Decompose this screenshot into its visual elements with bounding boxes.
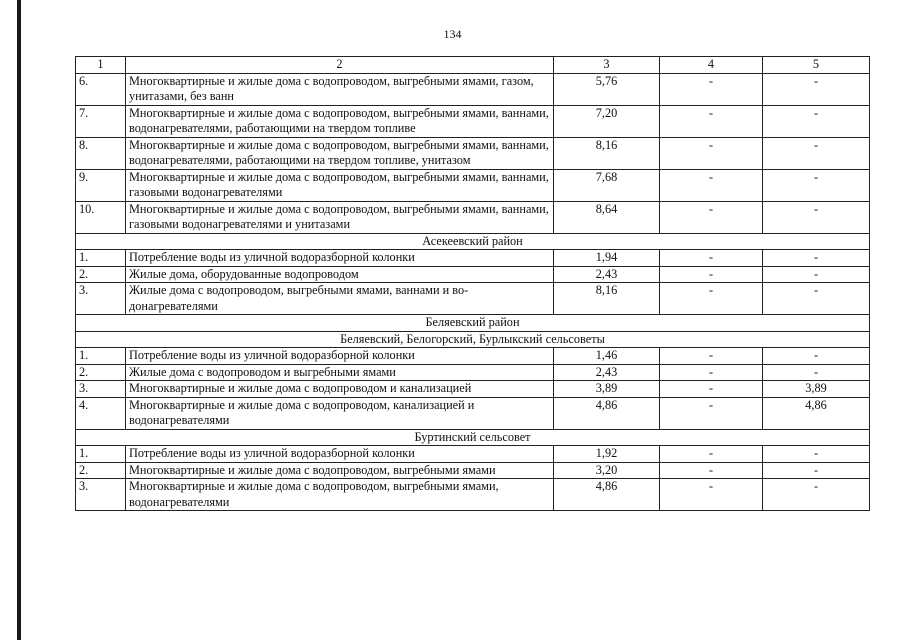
table-row [76, 462, 870, 479]
row-value-col5: - [763, 266, 870, 283]
row-description: Многоквартирные и жилые дома с водопроводом, канализацией и водонагревателями [126, 397, 554, 429]
row-value-col3: 7,68 [554, 169, 660, 201]
row-value-col5: - [763, 201, 870, 233]
row-description: Жилые дома с водопроводом, выгребными ямами, ваннами и во-донагревателями [126, 283, 554, 315]
row-value-col3: 4,86 [554, 479, 660, 511]
row-value-col5: - [763, 283, 870, 315]
row-value-col5: - [763, 250, 870, 267]
tariff-table [75, 56, 870, 511]
table-row [76, 105, 870, 137]
table-row [76, 446, 870, 463]
row-value-col5: - [763, 137, 870, 169]
table-row [76, 364, 870, 381]
row-value-col3: 1,46 [554, 348, 660, 365]
row-value-col4: - [660, 364, 763, 381]
row-value-col5: - [763, 105, 870, 137]
column-header-2: 2 [126, 57, 554, 74]
row-value-col4: - [660, 348, 763, 365]
row-value-col5: - [763, 73, 870, 105]
page-edge-bar [17, 0, 21, 640]
row-value-col4: - [660, 266, 763, 283]
row-value-col4: - [660, 283, 763, 315]
row-value-col4: - [660, 105, 763, 137]
row-value-col3: 8,64 [554, 201, 660, 233]
row-number: 1. [76, 446, 126, 463]
table-row [76, 169, 870, 201]
row-value-col5: - [763, 462, 870, 479]
row-value-col3: 1,92 [554, 446, 660, 463]
column-header-3: 3 [554, 57, 660, 74]
row-value-col4: - [660, 201, 763, 233]
row-description: Многоквартирные и жилые дома с водопроводом, выгребными ямами, водонагревателями [126, 479, 554, 511]
table-row [76, 137, 870, 169]
row-value-col5: - [763, 364, 870, 381]
table-row [76, 73, 870, 105]
row-number: 10. [76, 201, 126, 233]
row-number: 2. [76, 462, 126, 479]
row-number: 3. [76, 479, 126, 511]
section-heading-row [76, 429, 870, 446]
row-value-col4: - [660, 381, 763, 398]
row-value-col4: - [660, 397, 763, 429]
row-value-col5: - [763, 169, 870, 201]
row-value-col3: 3,20 [554, 462, 660, 479]
row-description: Многоквартирные и жилые дома с водопроводом, выгребными ямами, ваннами, водонагревателями, работающими на твердом топливе [126, 105, 554, 137]
row-value-col3: 2,43 [554, 266, 660, 283]
row-number: 6. [76, 73, 126, 105]
section-heading-row [76, 315, 870, 332]
section-heading: Асекеевский район [76, 233, 870, 250]
section-heading: Беляевский, Белогорский, Бурлыкский сельсоветы [76, 331, 870, 348]
row-value-col3: 8,16 [554, 283, 660, 315]
row-number: 2. [76, 364, 126, 381]
section-heading: Беляевский район [76, 315, 870, 332]
table-row [76, 397, 870, 429]
page-number: 134 [443, 27, 462, 41]
table-row [76, 381, 870, 398]
row-number: 8. [76, 137, 126, 169]
row-number: 1. [76, 250, 126, 267]
row-description: Жилые дома с водопроводом и выгребными ямами [126, 364, 554, 381]
row-description: Жилые дома, оборудованные водопроводом [126, 266, 554, 283]
row-number: 3. [76, 381, 126, 398]
row-number: 7. [76, 105, 126, 137]
row-value-col3: 8,16 [554, 137, 660, 169]
row-value-col5: 4,86 [763, 397, 870, 429]
table-row [76, 250, 870, 267]
row-value-col4: - [660, 73, 763, 105]
row-number: 3. [76, 283, 126, 315]
row-number: 4. [76, 397, 126, 429]
row-description: Потребление воды из уличной водоразборной колонки [126, 348, 554, 365]
row-description: Многоквартирные и жилые дома с водопроводом, выгребными ямами, ваннами, газовыми водонагревателями [126, 169, 554, 201]
column-header-4: 4 [660, 57, 763, 74]
row-description: Многоквартирные и жилые дома с водопроводом, выгребными ямами, ваннами, газовыми водонагревателями и унитазами [126, 201, 554, 233]
column-header-5: 5 [763, 57, 870, 74]
column-header-1: 1 [76, 57, 126, 74]
row-value-col3: 4,86 [554, 397, 660, 429]
row-number: 1. [76, 348, 126, 365]
row-value-col3: 1,94 [554, 250, 660, 267]
row-value-col4: - [660, 137, 763, 169]
row-description: Многоквартирные и жилые дома с водопроводом, выгребными ямами [126, 462, 554, 479]
row-description: Многоквартирные и жилые дома с водопроводом, выгребными ямами, газом, унитазами, без ванн [126, 73, 554, 105]
table-row [76, 479, 870, 511]
row-description: Потребление воды из уличной водоразборной колонки [126, 250, 554, 267]
row-value-col4: - [660, 169, 763, 201]
row-number: 9. [76, 169, 126, 201]
table-row [76, 283, 870, 315]
row-value-col4: - [660, 250, 763, 267]
row-value-col3: 7,20 [554, 105, 660, 137]
row-value-col5: - [763, 479, 870, 511]
row-value-col3: 5,76 [554, 73, 660, 105]
row-value-col4: - [660, 462, 763, 479]
row-value-col3: 2,43 [554, 364, 660, 381]
row-value-col3: 3,89 [554, 381, 660, 398]
row-value-col4: - [660, 479, 763, 511]
row-value-col4: - [660, 446, 763, 463]
table-header-row [76, 57, 870, 74]
row-value-col5: 3,89 [763, 381, 870, 398]
section-heading: Буртинский сельсовет [76, 429, 870, 446]
row-description: Многоквартирные и жилые дома с водопроводом и канализацией [126, 381, 554, 398]
table-row [76, 266, 870, 283]
row-value-col5: - [763, 348, 870, 365]
table-row [76, 201, 870, 233]
row-description: Потребление воды из уличной водоразборной колонки [126, 446, 554, 463]
row-number: 2. [76, 266, 126, 283]
row-value-col5: - [763, 446, 870, 463]
section-heading-row [76, 233, 870, 250]
section-heading-row [76, 331, 870, 348]
row-description: Многоквартирные и жилые дома с водопроводом, выгребными ямами, ваннами, водонагревателями, работающими на твердом топливе, унитазом [126, 137, 554, 169]
table-row [76, 348, 870, 365]
